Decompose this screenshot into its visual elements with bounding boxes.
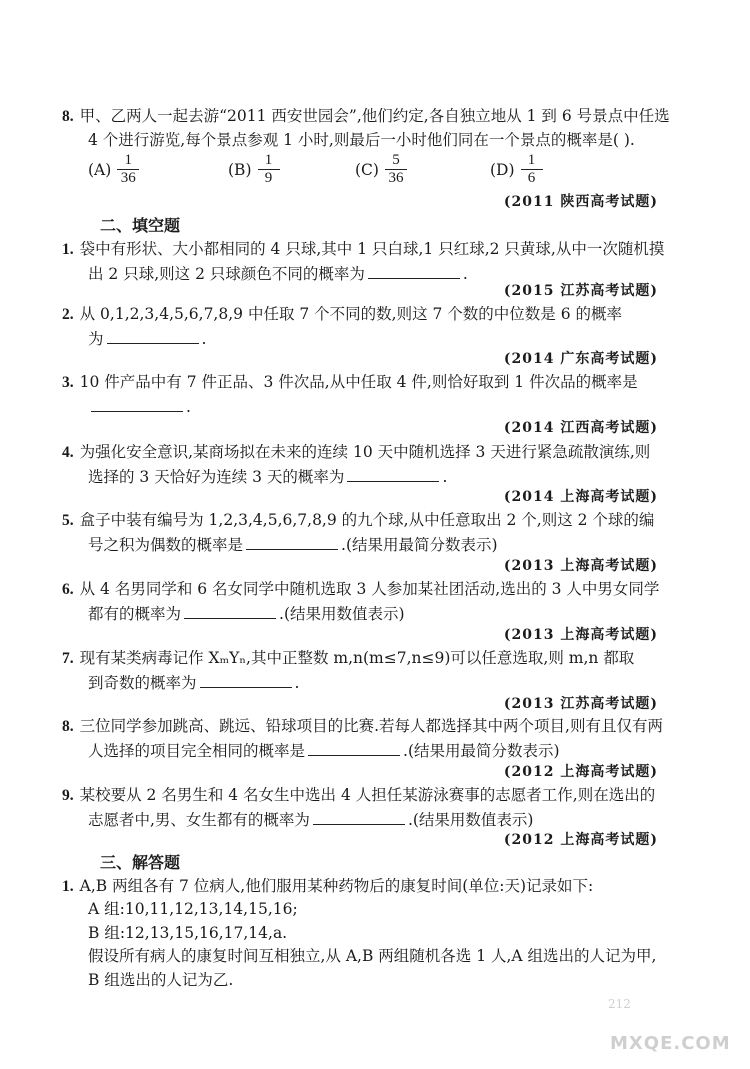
page-number: 212 [608, 997, 631, 1011]
question-8-line2: 4 个进行游览,每个景点参观 1 小时,则最后一小时他们同在一个景点的概率是( ). [88, 131, 635, 149]
answer-blank [308, 754, 400, 756]
fraction [521, 152, 543, 187]
answer-blank [184, 617, 276, 619]
question-text: 10 件产品中有 7 件正品、3 件次品,从中任取 4 件,则恰好取到 1 件次品的概率是 [79, 373, 638, 391]
source-citation: (2014 上海高考试题) [503, 489, 658, 505]
answer-blank [368, 277, 460, 279]
question-text-tail: .(结果用最简分数表示) [403, 742, 560, 760]
question-number: 3. [62, 374, 74, 391]
question-text: 出 2 只球,则这 2 只球颜色不同的概率为 [88, 265, 365, 283]
option-a [88, 152, 139, 187]
answer-blank [347, 480, 439, 482]
question-text: 都有的概率为 [88, 605, 182, 623]
option-c [355, 152, 407, 187]
fraction [385, 152, 407, 187]
question-number: 8. [62, 108, 74, 125]
answer-blank [200, 686, 292, 688]
group-a-data: A 组:10,11,12,13,14,15,16; [88, 900, 298, 918]
question-text-line1: 甲、乙两人一起去游“2011 西安世园会”,他们约定,各自独立地从 1 到 6 号景点中任选 [79, 107, 670, 125]
question-text: 从 0,1,2,3,4,5,6,7,8,9 中任取 7 个不同的数,则这 7 个数的中位数是 6 的概率 [79, 305, 623, 323]
question-text-tail: .(结果用数值表示) [407, 811, 534, 829]
denominator: 6 [527, 170, 536, 186]
question-text: 某校要从 2 名男生和 4 名女生中选出 4 人担任某游泳赛事的志愿者工作,则在选出的 [79, 786, 656, 804]
numerator: 1 [124, 152, 133, 168]
question-number: 2. [62, 306, 74, 323]
fraction [117, 152, 139, 187]
question-text: 为强化安全意识,某商场拟在未来的连续 10 天中随机选择 3 天进行紧急疏散演练,则 [79, 443, 651, 461]
question-text: A,B 两组各有 7 位病人,他们服用某种药物后的康复时间(单位:天)记录如下: [79, 877, 594, 895]
watermark [590, 993, 740, 1063]
source-citation: (2013 上海高考试题) [503, 558, 658, 574]
numerator: 1 [264, 152, 273, 168]
question-text-tail: .(结果用最简分数表示) [341, 536, 498, 554]
option-label: (C) [355, 160, 379, 179]
question-text: 从 4 名男同学和 6 名女同学中随机选取 3 人参加某社团活动,选出的 3 人中男女同学 [79, 580, 660, 598]
watermark-text: MXQE.COM [610, 1033, 731, 1054]
question-text: B 组选出的人记为乙. [88, 971, 234, 989]
question-number: 9. [62, 787, 74, 804]
source-citation: (2014 广东高考试题) [503, 351, 658, 367]
source-citation: (2013 江苏高考试题) [503, 696, 658, 712]
denominator: 9 [264, 170, 273, 186]
question-text: 到奇数的概率为 [88, 674, 197, 692]
option-b [228, 152, 280, 187]
question-number: 6. [62, 581, 74, 598]
denominator: 36 [388, 170, 404, 186]
question-number: 7. [62, 650, 74, 667]
option-d [490, 152, 543, 187]
option-label: (B) [228, 160, 252, 179]
section-heading: 二、填空题 [100, 216, 181, 235]
question-number: 8. [62, 718, 74, 735]
source-citation: (2015 江苏高考试题) [503, 283, 658, 299]
question-text-tail: .(结果用数值表示) [279, 605, 405, 623]
denominator: 36 [120, 170, 136, 186]
answer-blank [91, 410, 183, 412]
numerator: 1 [527, 152, 536, 168]
source-citation: (2012 上海高考试题) [503, 832, 658, 848]
question-text-tail: . [294, 674, 300, 692]
question-text: 盒子中装有编号为 1,2,3,4,5,6,7,8,9 的九个球,从中任意取出 2 个,则这 2 个球的编 [79, 511, 655, 529]
question-text: 志愿者中,男、女生都有的概率为 [88, 811, 310, 829]
option-label: (A) [88, 160, 112, 179]
question-number: 4. [62, 444, 74, 461]
question-text: 现有某类病毒记作 XₘYₙ,其中正整数 m,n(m≤7,n≤9)可以任意选取,则 m,n 都取 [79, 649, 635, 667]
question-text: 号之积为偶数的概率是 [88, 536, 244, 554]
question-text: 袋中有形状、大小都相同的 4 只球,其中 1 只白球,1 只红球,2 只黄球,从中一次随机摸 [79, 240, 665, 258]
numerator: 5 [392, 152, 400, 168]
question-text-tail: . [442, 468, 448, 486]
question-text: 选择的 3 天恰好为连续 3 天的概率为 [88, 468, 345, 486]
group-b-data: B 组:12,13,15,16,17,14,a. [88, 924, 288, 942]
question-text-tail: . [462, 265, 468, 283]
question-number: 1. [62, 241, 74, 258]
question-text: 人选择的项目完全相同的概率是 [88, 742, 306, 760]
question-text: 假设所有病人的康复时间互相独立,从 A,B 两组随机各选 1 人,A 组选出的人记为甲, [88, 947, 657, 965]
question-text: 为 [88, 330, 104, 348]
option-label: (D) [490, 160, 515, 179]
source-citation: (2013 上海高考试题) [503, 627, 658, 643]
fraction [258, 152, 280, 187]
source-citation: (2012 上海高考试题) [503, 764, 658, 780]
question-number: 1. [62, 878, 74, 895]
answer-blank [107, 342, 199, 344]
question-text-tail: . [186, 398, 191, 416]
question-text: 三位同学参加跳高、跳远、铅球项目的比赛.若每人都选择其中两个项目,则有且仅有两 [79, 717, 663, 735]
answer-blank [246, 548, 338, 550]
answer-blank [313, 823, 405, 825]
source-citation: (2014 江西高考试题) [503, 420, 658, 436]
source-citation: (2011 陕西高考试题) [503, 194, 658, 210]
section-heading: 三、解答题 [100, 853, 181, 872]
question-text-tail: . [201, 330, 207, 348]
question-number: 5. [62, 512, 74, 529]
